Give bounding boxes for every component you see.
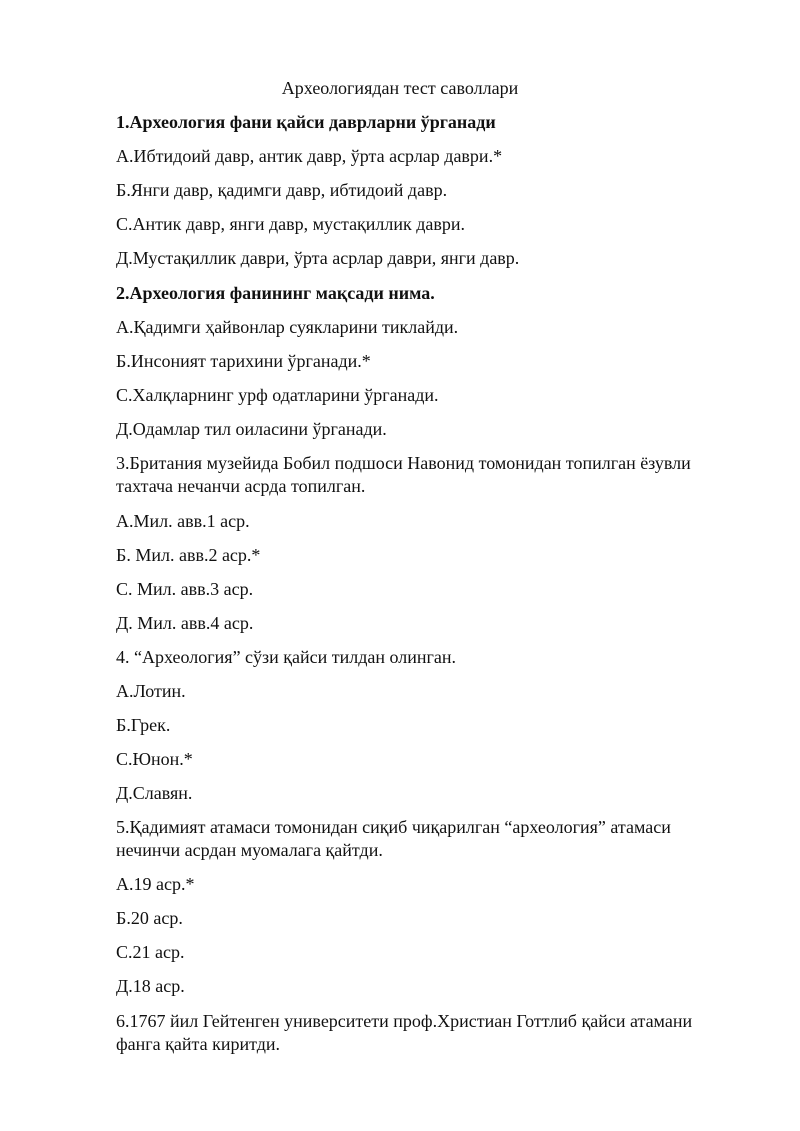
question-1-option-c: С.Антик давр, янги давр, мустақиллик даври.: [116, 214, 466, 234]
question-3-line-1: 3.Британия музейида Бобил подшоси Навонид томонидан топилган ёзувли: [116, 453, 691, 473]
question-2-option-c: С.Халқларнинг урф одатларини ўрганади.: [116, 385, 439, 405]
question-4-option-b: Б.Грек.: [116, 715, 171, 735]
question-4-option-d: Д.Славян.: [116, 783, 193, 803]
document-title: Археологиядан тест саволлари: [281, 78, 519, 98]
question-4: 4. “Археология” сўзи қайси тилдан олинган.: [116, 647, 457, 667]
question-3-option-d: Д. Мил. авв.4 аср.: [116, 613, 254, 633]
question-1: 1.Археология фани қайси даврларни ўрганади: [116, 112, 496, 132]
question-3-option-c: С. Мил. авв.3 аср.: [116, 579, 254, 599]
question-5-line-2: нечинчи асрдан муомалага қайтди.: [116, 840, 383, 860]
question-4-option-a: А.Лотин.: [116, 681, 186, 701]
question-5-option-b: Б.20 аср.: [116, 908, 183, 928]
question-1-option-b: Б.Янги давр, қадимги давр, ибтидоий давр.: [116, 180, 448, 200]
question-5-option-c: С.21 аср.: [116, 942, 185, 962]
question-5-option-a: А.19 аср.*: [116, 874, 195, 894]
question-3-option-b: Б. Мил. авв.2 аср.*: [116, 545, 261, 565]
question-3-option-a: А.Мил. авв.1 аср.: [116, 511, 250, 531]
question-5-line-1: 5.Қадимият атамаси томонидан сиқиб чиқарилган “археология” атамаси: [116, 817, 671, 837]
question-1-option-d: Д.Мустақиллик даври, ўрта асрлар даври, янги давр.: [116, 248, 520, 268]
question-2-option-b: Б.Инсоният тарихини ўрганади.*: [116, 351, 371, 371]
question-3-line-2: тахтача нечанчи асрда топилган.: [116, 476, 366, 496]
question-4-option-c: С.Юнон.*: [116, 749, 193, 769]
question-5-option-d: Д.18 аср.: [116, 976, 185, 996]
question-2-option-d: Д.Одамлар тил оиласини ўрганади.: [116, 419, 387, 439]
question-2-option-a: А.Қадимги ҳайвонлар суякларини тиклайди.: [116, 317, 459, 337]
question-2: 2.Археология фанининг мақсади нима.: [116, 283, 435, 303]
question-1-option-a: А.Ибтидоий давр, антик давр, ўрта асрлар даври.*: [116, 146, 503, 166]
question-6-line-2: фанга қайта киритди.: [116, 1034, 281, 1054]
question-6-line-1: 6.1767 йил Гейтенген университети проф.Христиан Готтлиб қайси атамани: [116, 1011, 693, 1031]
